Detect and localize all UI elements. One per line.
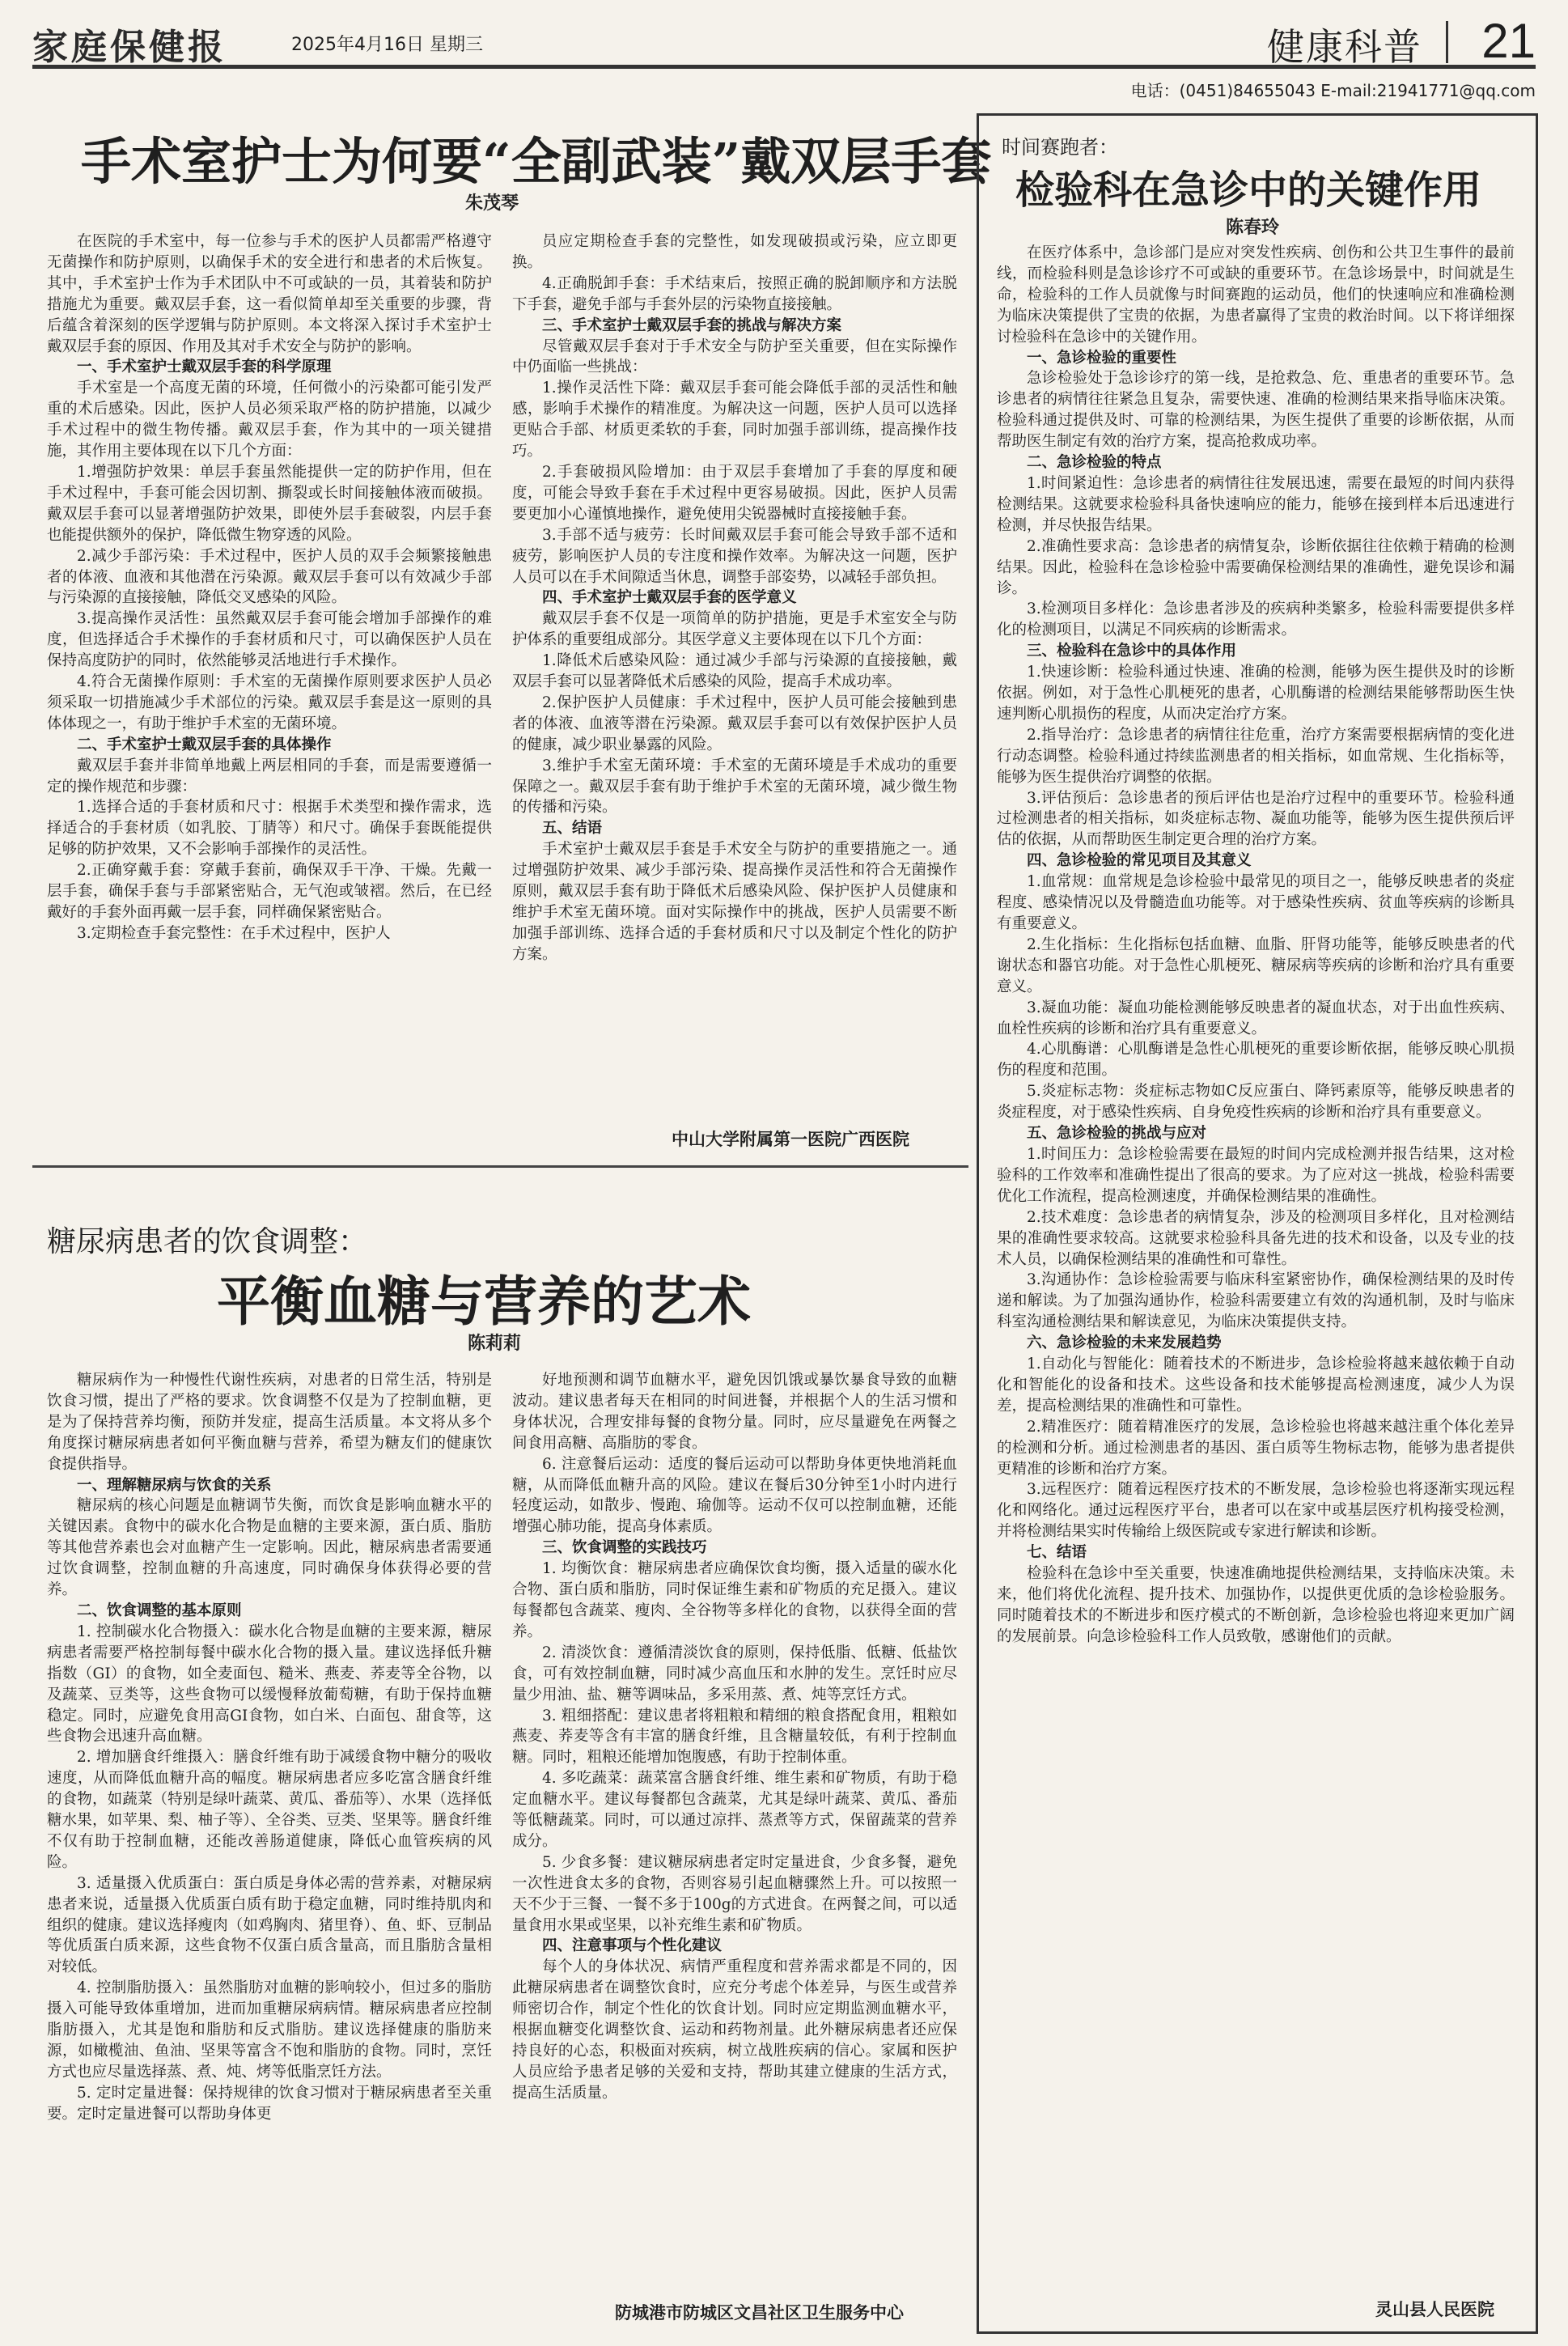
section-heading: 三、饮食调整的实践技巧 [542, 1539, 707, 1557]
horizontal-divider [32, 1165, 968, 1168]
paragraph: 戴双层手套不仅是一项简单的防护措施，更是手术室安全与防护体系的重要组成部分。其医学意义主要体现在以下几个方面： [512, 610, 957, 649]
paragraph: 3. 适量摄入优质蛋白：蛋白质是身体必需的营养素，对糖尿病患者来说，适量摄入优质蛋白质有助于稳定血糖，同时维持肌肉和组织的健康。建议选择瘦肉（如鸡胸肉、猪里脊）、鱼、虾、豆制品等优质蛋白质来源，这些食物不仅蛋白质含量高，而且脂肪含量相对较低。 [47, 1874, 492, 1976]
page-number: 21 [1481, 14, 1536, 68]
paragraph: 2.精准医疗：随着精准医疗的发展，急诊检验也将越来越注重个体化差异的检测和分析。通过检测患者的基因、蛋白质等生物标志物，能够为患者提供更精准的诊断和治疗方案。 [997, 1418, 1515, 1478]
paragraph: 4. 多吃蔬菜：蔬菜富含膳食纤维、维生素和矿物质，有助于稳定血糖水平。建议每餐都包含蔬菜，尤其是绿叶蔬菜、黄瓜、番茄等低糖蔬菜。同时，可以通过凉拌、蒸煮等方式，保留蔬菜的营养成分。 [512, 1770, 957, 1850]
paragraph: 每个人的身体状况、病情严重程度和营养需求都是不同的，因此糖尿病患者在调整饮食时，应充分考虑个体差异，与医生或营养师密切合作，制定个性化的饮食计划。同时应定期监测血糖水平，根据血糖变化调整饮食、运动和药物剂量。此外糖尿病患者还应保持良好的心态，积极面对疾病，树立战胜疾病的信心。家属和医护人员应给予患者足够的关爱和支持，帮助其建立健康的生活方式，提高生活质量。 [512, 1958, 957, 2102]
paragraph: 3.维护手术室无菌环境：手术室的无菌环境是手术成功的重要保障之一。戴双层手套有助于维护手术室的无菌环境，减少微生物的传播和污染。 [512, 757, 957, 817]
paragraph: 在医院的手术室中，每一位参与手术的医护人员都需严格遵守无菌操作和防护原则，以确保手术的安全进行和患者的术后恢复。其中，手术室护士作为手术团队中不可或缺的一员，其着装和防护措施尤为重要。戴双层手套，这一看似简单却至关重要的步骤，背后蕴含着深刻的医学逻辑与防护原则。本文将深入探讨手术室护士戴双层手套的原因、作用及其对手术安全与防护的影响。 [47, 233, 492, 355]
issue-date: 2025年4月16日 星期三 [291, 35, 483, 55]
section-heading: 一、理解糖尿病与饮食的关系 [77, 1476, 272, 1494]
masthead-divider [1446, 21, 1448, 63]
masthead [32, 14, 1536, 69]
paragraph: 1.时间压力：急诊检验需要在最短的时间内完成检测并报告结果，这对检验科的工作效率和准确性提出了很高的要求。为了应对这一挑战，检验科需要优化工作流程，提高检测速度，并确保检测结果的准确性。 [997, 1145, 1515, 1205]
article1-col2 [512, 231, 957, 1089]
paragraph: 3.评估预后：急诊患者的预后评估也是治疗过程中的重要环节。检验科通过检测患者的相关指标，如炎症标志物、凝血功能等，能够为医生提供预后评估的依据，从而帮助医生制定更合理的治疗方案。 [997, 789, 1515, 849]
paragraph: 1.操作灵活性下降：戴双层手套可能会降低手部的灵活性和触感，影响手术操作的精准度。为解决这一问题，医护人员可以选择更贴合手部、材质更柔软的手套，同时加强手部训练，提高操作技巧。 [512, 380, 957, 460]
section-name: 健康科普 [1267, 25, 1422, 69]
paragraph: 2.技术难度：急诊患者的病情复杂，涉及的检测项目多样化，且对检测结果的准确性要求较高。这就要求检验科具备先进的技术和设备，以及专业的技术人员，以确保检测结果的准确性和可靠性。 [997, 1208, 1515, 1268]
article1-source: 中山大学附属第一医院广西医院 [672, 1130, 909, 1149]
paragraph: 3.定期检查手套完整性：在手术过程中，医护人 [77, 924, 391, 942]
paragraph: 3. 粗细搭配：建议患者将粗粮和精细的粮食搭配食用，粗粮如燕麦、荞麦等含有丰富的膳食纤维，且含糖量较低，有利于控制血糖。同时，粗粮还能增加饱腹感，有助于控制体重。 [512, 1707, 957, 1767]
section-heading: 五、结语 [542, 820, 603, 838]
paragraph: 2.保护医护人员健康：手术过程中，医护人员可能会接触到患者的体液、血液等潜在污染源。戴双层手套可以有效保护医护人员的健康，减少职业暴露的风险。 [512, 694, 957, 753]
paragraph: 3.远程医疗：随着远程医疗技术的不断发展，急诊检验也将逐渐实现远程化和网络化。通过远程医疗平台，患者可以在家中或基层医疗机构接受检测，并将检测结果实时传输给上级医院或专家进行解读和诊断。 [997, 1481, 1515, 1541]
article3-source: 灵山县人民医院 [1375, 2300, 1494, 2319]
paragraph: 2.生化指标：生化指标包括血糖、血脂、肝肾功能等，能够反映患者的代谢状态和器官功能。对于急性心肌梗死、糖尿病等疾病的诊断和治疗具有重要意义。 [997, 935, 1515, 995]
article2-col1 [47, 1370, 492, 2327]
paragraph: 2.指导治疗：急诊患者的病情往往危重，治疗方案需要根据病情的变化进行动态调整。检验科通过持续监测患者的相关指标，如血常规、生化指标等，能够为医生提供治疗调整的依据。 [997, 726, 1515, 786]
paragraph: 4. 控制脂肪摄入：虽然脂肪对血糖的影响较小，但过多的脂肪摄入可能导致体重增加，进而加重糖尿病病情。糖尿病患者应控制脂肪摄入，尤其是饱和脂肪和反式脂肪。建议选择健康的脂肪来源，如橄榄油、鱼油、坚果等富含不饱和脂肪的食物。同时，烹饪方式也应尽量选择蒸、煮、炖、烤等低脂烹饪方法。 [47, 1979, 492, 2081]
paragraph: 好地预测和调节血糖水平，避免因饥饿或暴饮暴食导致的血糖波动。建议患者每天在相同的时间进餐，并根据个人的生活习惯和身体状况，合理安排每餐的食物分量。同时，应尽量避免在两餐之间食用高糖、高脂肪的零食。 [512, 1372, 957, 1452]
section-heading: 一、手术室护士戴双层手套的科学原理 [77, 358, 332, 376]
paragraph: 3.手部不适与疲劳：长时间戴双层手套可能会导致手部不适和疲劳，影响医护人员的专注度和操作效率。为解决这一问题，医护人员可以在手术间隙适当休息，调整手部姿势，以减轻手部负担。 [512, 526, 957, 586]
paragraph: 5.炎症标志物：炎症标志物如C反应蛋白、降钙素原等，能够反映患者的炎症程度，对于感染性疾病、自身免疫性疾病的诊断和治疗具有重要意义。 [997, 1083, 1515, 1122]
paragraph: 1.降低术后感染风险：通过减少手部与污染源的直接接触，戴双层手套可以显著降低术后感染的风险，提高手术成功率。 [512, 652, 957, 691]
paragraph: 2.减少手部污染：手术过程中，医护人员的双手会频繁接触患者的体液、血液和其他潜在污染源。戴双层手套可以有效减少手部与污染源的直接接触，降低交叉感染的风险。 [47, 547, 492, 607]
paragraph: 4.心肌酶谱：心肌酶谱是急性心肌梗死的重要诊断依据，能够反映心肌损伤的程度和范围。 [997, 1041, 1515, 1080]
paragraph: 1.增强防护效果：单层手套虽然能提供一定的防护作用，但在手术过程中，手套可能会因切割、撕裂或长时间接触体液而破损。戴双层手套可以显著增强防护效果，即使外层手套破裂，内层手套也能提供额外的保护，降低微生物穿透的风险。 [47, 463, 492, 544]
article2-author: 陈莉莉 [468, 1334, 522, 1354]
article2-title: 平衡血糖与营养的艺术 [217, 1270, 751, 1333]
paragraph: 3.凝血功能：凝血功能检测能够反映患者的凝血状态，对于出血性疾病、血栓性疾病的诊断和治疗具有重要意义。 [997, 999, 1515, 1037]
paragraph: 6. 注意餐后运动：适度的餐后运动可以帮助身体更快地消耗血糖，从而降低血糖升高的风险。建议在餐后30分钟至1小时内进行轻度运动，如散步、慢跑、瑜伽等。运动不仅可以控制血糖，还能增强心肺功能，提高身体素质。 [512, 1455, 957, 1536]
paragraph: 尽管戴双层手套对于手术安全与防护至关重要，但在实际操作中仍面临一些挑战： [512, 337, 957, 376]
paragraph: 4.符合无菌操作原则：手术室的无菌操作原则要求医护人员必须采取一切措施减少手术部位的污染。戴双层手套是这一原则的具体体现之一，有助于维护手术室的无菌环境。 [47, 673, 492, 732]
paragraph: 1.时间紧迫性：急诊患者的病情往往发展迅速，需要在最短的时间内获得检测结果。这就要求检验科具备快速响应的能力，能够在接到样本后迅速进行检测，并尽快报告结果。 [997, 474, 1515, 534]
section-heading: 二、急诊检验的特点 [1027, 454, 1162, 472]
paragraph: 员应定期检查手套的完整性，如发现破损或污染，应立即更换。 [512, 233, 957, 271]
paragraph: 1.自动化与智能化：随着技术的不断进步，急诊检验将越来越依赖于自动化和智能化的设备和技术。这些设备和技术能够提高检测速度，减少人为误差，提高检测结果的准确性和可靠性。 [997, 1355, 1515, 1415]
paragraph: 3.沟通协作：急诊检验需要与临床科室紧密协作，确保检测结果的及时传递和解读。为了加强沟通协作，检验科需要建立有效的沟通机制，及时与临床科室沟通检测结果和解读意见，为临床决策提供支持。 [997, 1271, 1515, 1331]
article1-title: 手术室护士为何要“全副武装”戴双层手套 [81, 132, 992, 191]
article2-source: 防城港市防城区文昌社区卫生服务中心 [615, 2303, 904, 2323]
paragraph: 糖尿病作为一种慢性代谢性疾病，对患者的日常生活，特别是饮食习惯，提出了严格的要求。饮食调整不仅是为了控制血糖，更是为了保持营养均衡，预防并发症，提高生活质量。本文将从多个角度探讨糖尿病患者如何平衡血糖与营养，希望为糖友们的健康饮食提供指导。 [47, 1372, 492, 1473]
section-heading: 二、手术室护士戴双层手套的具体操作 [77, 736, 332, 753]
article3-author: 陈春玲 [1226, 218, 1280, 238]
paragraph: 2.准确性要求高：急诊患者的病情复杂，诊断依据往往依赖于精确的检测结果。因此，检验科在急诊检验中需要确保检测结果的准确性，避免误诊和漏诊。 [997, 537, 1515, 597]
paragraph: 糖尿病的核心问题是血糖调节失衡，而饮食是影响血糖水平的关键因素。食物中的碳水化合物是血糖的主要来源，蛋白质、脂肪等其他营养素也会对血糖产生一定影响。因此，糖尿病患者需要通过饮食调整，控制血糖的升高速度，同时确保身体获得必要的营养。 [47, 1497, 492, 1599]
article3-kicker: 时间赛跑者： [1002, 136, 1118, 159]
section-heading: 四、急诊检验的常见项目及其意义 [1027, 852, 1252, 870]
section-heading: 四、注意事项与个性化建议 [542, 1937, 723, 1955]
section-heading: 三、检验科在急诊中的具体作用 [1027, 643, 1237, 660]
section-heading: 七、结语 [1027, 1544, 1087, 1562]
article1-author: 朱茂琴 [465, 193, 519, 214]
paragraph: 2.正确穿戴手套：穿戴手套前，确保双手干净、干燥。先戴一层手套，确保手套与手部紧密贴合，无气泡或皱褶。然后，在已经戴好的手套外面再戴一层手套，同样确保紧密贴合。 [47, 862, 492, 921]
section-heading: 五、急诊检验的挑战与应对 [1027, 1125, 1207, 1143]
section-heading: 二、饮食调整的基本原则 [77, 1601, 242, 1619]
paragraph: 检验科在急诊中至关重要，快速准确地提供检测结果，支持临床决策。未来，他们将优化流程、提升技术、加强协作，以提供更优质的急诊检验服务。同时随着技术的不断进步和医疗模式的不断创新，急诊检验也将迎来更加广阔的发展前景。向急诊检验科工作人员致敬，感谢他们的贡献。 [997, 1565, 1515, 1645]
article3-title: 检验科在急诊中的关键作用 [1015, 168, 1482, 213]
paper-name: 家庭保健报 [32, 27, 227, 68]
paragraph: 1.选择合适的手套材质和尺寸：根据手术类型和操作需求，选择适合的手套材质（如乳胶、丁腈等）和尺寸。确保手套既能提供足够的防护效果，又不会影响手部操作的灵活性。 [47, 799, 492, 859]
section-heading: 一、急诊检验的重要性 [1027, 349, 1177, 367]
paragraph: 1. 均衡饮食：糖尿病患者应确保饮食均衡，摄入适量的碳水化合物、蛋白质和脂肪，同时保证维生素和矿物质的充足摄入。建议每餐都包含蔬菜、瘦肉、全谷物等多样化的食物，以获得全面的营养。 [512, 1560, 957, 1640]
article2-col2 [512, 1370, 957, 2284]
article2-kicker: 糖尿病患者的饮食调整： [47, 1225, 368, 1258]
paragraph: 2. 增加膳食纤维摄入：膳食纤维有助于减缓食物中糖分的吸收速度，从而降低血糖升高的幅度。糖尿病患者应多吃富含膳食纤维的食物，如蔬菜（特别是绿叶蔬菜、黄瓜、番茄等）、水果（选择低糖水果，如苹果、梨、柚子等）、全谷类、豆类、坚果等。膳食纤维不仅有助于控制血糖，还能改善肠道健康，降低心血管疾病的风险。 [47, 1749, 492, 1871]
paragraph: 5. 少食多餐：建议糖尿病患者定时定量进食，少食多餐，避免一次性进食太多的食物，否则容易引起血糖骤然上升。可以按照一天不少于三餐、一餐不多于100g的方式进食。在两餐之间，可以适量食用水果或坚果，以补充维生素和矿物质。 [512, 1853, 957, 1934]
paragraph: 3.检测项目多样化：急诊患者涉及的疾病种类繁多，检验科需要提供多样化的检测项目，以满足不同疾病的诊断需求。 [997, 600, 1515, 639]
paragraph: 手术室是一个高度无菌的环境，任何微小的污染都可能引发严重的术后感染。因此，医护人员必须采取严格的防护措施，以减少手术过程中的微生物传播。戴双层手套，作为其中的一项关键措施，其作用主要体现在以下几个方面： [47, 380, 492, 460]
paragraph: 1. 控制碳水化合物摄入：碳水化合物是血糖的主要来源，糖尿病患者需要严格控制每餐中碳水化合物的摄入量。建议选择低升糖指数（GI）的食物，如全麦面包、糙米、燕麦、荞麦等全谷物，以及蔬菜、豆类等，这些食物可以缓慢释放葡萄糖，有助于保持血糖稳定。同时，应避免食用高GI食物，如白米、白面包、甜食等，这些食物会迅速升高血糖。 [47, 1623, 492, 1746]
paragraph: 3.提高操作灵活性：虽然戴双层手套可能会增加手部操作的难度，但选择适合手术操作的手套材质和尺寸，可以确保医护人员在保持高度防护的同时，依然能够灵活地进行手术操作。 [47, 610, 492, 670]
section-heading: 四、手术室护士戴双层手套的医学意义 [542, 589, 797, 607]
paragraph: 2.手套破损风险增加：由于双层手套增加了手套的厚度和硬度，可能会导致手套在手术过程中更容易破损。因此，医护人员需要更加小心谨慎地操作，避免使用尖锐器械时直接接触手套。 [512, 463, 957, 523]
paragraph: 手术室护士戴双层手套是手术安全与防护的重要措施之一。通过增强防护效果、减少手部污染、提高操作灵活性和符合无菌操作原则，戴双层手套有助于降低术后感染风险、保护医护人员健康和维护手术室无菌环境。面对实际操作中的挑战，医护人员需要不断加强手部训练、选择合适的手套材质和尺寸以及制定个性化的防护方案。 [512, 841, 957, 963]
article3-body [997, 243, 1515, 2284]
paragraph: 5. 定时定量进餐：保持规律的饮食习惯对于糖尿病患者至关重要。定时定量进餐可以帮助身体更 [47, 2084, 492, 2123]
paragraph: 戴双层手套并非简单地戴上两层相同的手套，而是需要遵循一定的操作规范和步骤： [47, 757, 492, 795]
section-heading: 六、急诊检验的未来发展趋势 [1027, 1334, 1222, 1352]
paragraph: 2. 清淡饮食：遵循清淡饮食的原则，保持低脂、低糖、低盐饮食，可有效控制血糖，同时减少高血压和水肿的发生。烹饪时应尽量少用油、盐、糖等调味品，多采用蒸、煮、炖等烹饪方式。 [512, 1644, 957, 1703]
contact-line: 电话：(0451)84655043 E-mail:21941771@qq.com [1130, 81, 1536, 100]
paragraph: 急诊检验处于急诊诊疗的第一线，是抢救急、危、重患者的重要环节。急诊患者的病情往往紧急且复杂，需要快速、准确的检测结果来指导临床决策。检验科通过提供及时、可靠的检测结果，为医生提供了重要的诊断依据，从而帮助医生制定有效的治疗方案，提高抢救成功率。 [997, 370, 1515, 451]
paragraph: 在医疗体系中，急诊部门是应对突发性疾病、创伤和公共卫生事件的最前线，而检验科则是急诊诊疗不可或缺的重要环节。在急诊场景中，时间就是生命，检验科的工作人员就像与时间赛跑的运动员，他们的快速响应和准确检测为临床决策提供了宝贵的依据，为患者赢得了宝贵的救治时间。以下将详细探讨检验科在急诊中的关键作用。 [997, 244, 1515, 346]
section-heading: 三、手术室护士戴双层手套的挑战与解决方案 [542, 316, 842, 334]
paragraph: 1.快速诊断：检验科通过快速、准确的检测，能够为医生提供及时的诊断依据。例如，对于急性心肌梗死的患者，心肌酶谱的检测结果能够帮助医生快速判断心肌损伤的程度，从而决定治疗方案。 [997, 664, 1515, 723]
paragraph: 1.血常规：血常规是急诊检验中最常见的项目之一，能够反映患者的炎症程度、感染情况以及骨髓造血功能等。对于感染性疾病、贫血等疾病的诊断具有重要意义。 [997, 873, 1515, 932]
paragraph: 4.正确脱卸手套：手术结束后，按照正确的脱卸顺序和方法脱下手套，避免手部与手套外层的污染物直接接触。 [512, 274, 957, 313]
article1-col1 [47, 231, 492, 1158]
